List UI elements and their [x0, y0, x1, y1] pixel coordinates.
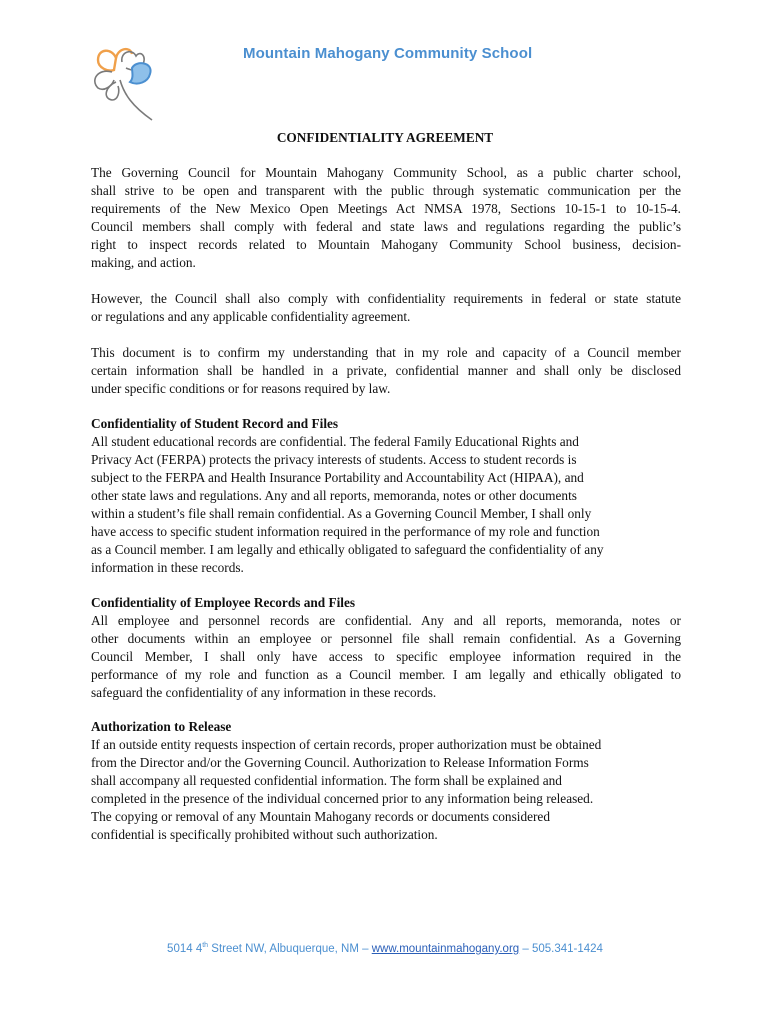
paragraph-line: completed in the presence of the individual concerned prior to any information being released.: [91, 791, 594, 806]
paragraph-line: from the Director and/or the Governing Council. Authorization to Release Information Forms: [91, 755, 589, 770]
paragraph-line: confidential is specifically prohibited without such authorization.: [91, 827, 438, 842]
paragraph-line: This document is to confirm my understanding that in my role and capacity of a Council member: [91, 345, 681, 360]
paragraph-line: information in these records.: [91, 560, 244, 575]
paragraph-line: other documents within an employee or personnel file shall remain confidential. As a Governing: [91, 631, 681, 646]
footer-address-suffix: th: [202, 942, 209, 950]
footer-address: Street NW, Albuquerque, NM –: [208, 943, 372, 955]
student-records-section: [91, 415, 681, 577]
confirm-paragraph: [91, 344, 681, 398]
section-heading: Confidentiality of Employee Records and Files: [91, 595, 356, 610]
paragraph-line: certain information shall be handled in a private, confidential manner and shall only be disclosed: [91, 363, 681, 378]
paragraph-line: making, and action.: [91, 255, 196, 270]
paragraph-line: or regulations and any applicable confidentiality agreement.: [91, 309, 411, 324]
paragraph-line: The copying or removal of any Mountain Mahogany records or documents considered: [91, 809, 550, 824]
footer-separator: –: [519, 943, 532, 955]
paragraph-line: under specific conditions or for reasons required by law.: [91, 381, 391, 396]
website-link[interactable]: www.mountainmahogany.org: [371, 943, 520, 955]
paragraph-line: as a Council member. I am legally and ethically obligated to safeguard the confidentiality of any: [91, 542, 604, 557]
paragraph-line: However, the Council shall also comply with confidentiality requirements in federal or state statute: [91, 291, 681, 306]
however-paragraph: [91, 290, 681, 326]
paragraph-line: The Governing Council for Mountain Mahogany Community School, as a public charter school,: [91, 165, 681, 180]
paragraph-line: have access to specific student information required in the performance of my role and function: [91, 524, 600, 539]
paragraph-line: Privacy Act (FERPA) protects the privacy interests of students. Access to student records is: [91, 452, 577, 467]
paragraph-line: Council Member, I shall only have access to specific employee information required in the: [91, 649, 681, 664]
intro-paragraph: [91, 164, 681, 272]
paragraph-line: All student educational records are confidential. The federal Family Educational Rights and: [91, 434, 579, 449]
paragraph-line: other state laws and regulations. Any and all reports, memoranda, notes or other documents: [91, 488, 577, 503]
paragraph-line: within a student’s file shall remain confidential. As a Governing Council Member, I shall only: [91, 506, 592, 521]
paragraph-line: If an outside entity requests inspection of certain records, proper authorization must be obtained: [91, 737, 602, 752]
paragraph-line: requirements of the New Mexico Open Meetings Act NMSA 1978, Sections 10-15-1 to 10-15-4.: [91, 201, 681, 216]
section-heading: Confidentiality of Student Record and Files: [91, 416, 339, 431]
paragraph-line: subject to the FERPA and Health Insurance Portability and Accountability Act (HIPAA), and: [91, 470, 584, 485]
paragraph-line: performance of my role and function as a Council member. I am legally and ethically obligated to: [91, 667, 681, 682]
paragraph-line: Council members shall comply with federal and state laws and regulations regarding the public’s: [91, 219, 681, 234]
paragraph-line: shall accompany all requested confidential information. The form shall be explained and: [91, 773, 562, 788]
section-heading: Authorization to Release: [91, 719, 232, 734]
authorization-section: [91, 718, 681, 844]
footer-phone: 505.341-1424: [531, 943, 603, 955]
paragraph-line: shall strive to be open and transparent with the public through systematic communication per the: [91, 183, 681, 198]
employee-records-section: [91, 594, 681, 702]
paragraph-line: right to inspect records related to Mountain Mahogany Community School business, decision-: [91, 237, 681, 252]
document-title: CONFIDENTIALITY AGREEMENT: [276, 130, 494, 145]
footer-contact: [0, 943, 770, 955]
paragraph-line: safeguard the confidentiality of any information in these records.: [91, 685, 437, 700]
footer-address-number: 5014 4: [167, 943, 203, 955]
paragraph-line: All employee and personnel records are confidential. Any and all reports, memoranda, notes or: [91, 613, 681, 628]
school-name: Mountain Mahogany Community School: [243, 45, 533, 62]
clover-heart-logo-icon: [86, 40, 160, 126]
